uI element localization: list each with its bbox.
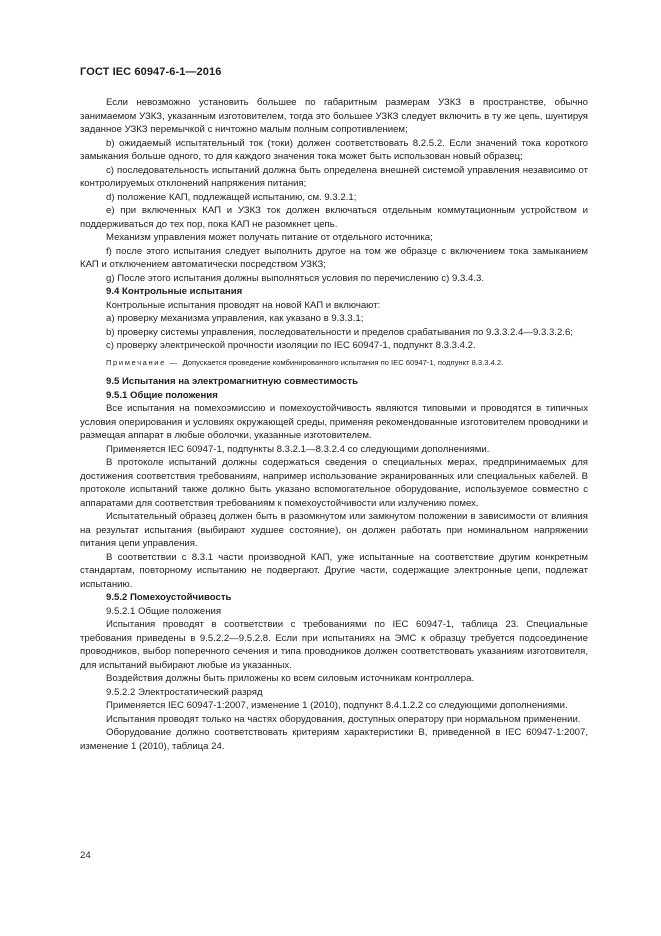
- list-item: b) ожидаемый испытательный ток (токи) должен соответствовать 8.2.5.2. Если значений тока короткого замыкания больше одного, то для каждого значения тока может быть использован новый образец;: [80, 137, 588, 162]
- paragraph: Испытания проводят только на частях оборудования, доступных оператору при нормальном применении.: [106, 713, 581, 725]
- list-item: c) проверку электрической прочности изоляции по IEC 60947-1, подпункт 8.3.3.4.2.: [106, 340, 476, 351]
- paragraph: Механизм управления может получать питание от отдельного источника;: [106, 232, 433, 243]
- note-text: Допускается проведение комбинированного испытания по IEC 60947-1, подпункт 8.3.3.4.2.: [182, 357, 504, 367]
- note-label: Примечание —: [106, 357, 183, 367]
- paragraph: Применяется IEC 60947-1, подпункты 8.3.2.1—8.3.2.4 со следующими дополнениями.: [106, 443, 490, 455]
- list-item: g) После этого испытания должны выполняться условия по перечислению c) 9.3.4.3.: [106, 272, 485, 284]
- section-heading-9-5-1: 9.5.1 Общие положения: [106, 389, 218, 401]
- document-body: [80, 96, 588, 753]
- subsection-heading-9-5-2-1: 9.5.2.1 Общие положения: [106, 605, 222, 617]
- paragraph: В протоколе испытаний должны содержаться сведения о специальных мерах, предпринимаемых для достижения соответствия требованиям, например использование экранированных или специальных кабелей. В протоколе испытаний также должно быть указано вспомогательное оборудование, используемое совместно с аппаратами для соответствия требованиям к помехоустойчивости или излучению помех.: [80, 457, 588, 509]
- list-item: a) проверку механизма управления, как указано в 9.3.3.1;: [106, 313, 364, 324]
- list-item: d) положение КАП, подлежащей испытанию, см. 9.3.2.1;: [106, 191, 357, 203]
- paragraph: Если невозможно установить большее по габаритным размерам УЗКЗ в пространстве, обычно занимаемом УЗКЗ, указанным изготовителем, тогда это большее УЗКЗ следует включить в ту же цепь, шунтируя заданное УЗКЗ перемычкой с ничтожно малым полным сопротивлением;: [80, 97, 588, 135]
- section-heading-9-5: 9.5 Испытания на электромагнитную совместимость: [106, 376, 358, 387]
- list-item: f) после этого испытания следует выполнить другое на том же образце с включением тока замыканием КАП и отключением автоматически посредством УЗКЗ;: [80, 245, 588, 270]
- paragraph: Контрольные испытания проводят на новой КАП и включают:: [106, 299, 381, 311]
- paragraph: Испытания проводят в соответствии с требованиями по IEC 60947-1, таблица 23. Специальные требования приведены в 9.5.2.2—9.5.2.8. Если при испытаниях на ЭМС к образцу требуется подсоединение проводников, выбор поперечного сечения и типа проводников должен соответствовать указаниям изготовителя, для испытаний выбирают любые из указанных.: [80, 619, 588, 671]
- paragraph: В соответствии с 8.3.1 части производной КАП, уже испытанные на соответствие другим конкретным стандартам, повторному испытанию не подвергают. Другие части, содержащие электронные цепи, подлежат испытанию.: [80, 551, 588, 590]
- paragraph: Испытательный образец должен быть в разомкнутом или замкнутом положении в зависимости от влияния на результат испытания (выбирают худшее состояние), он должен работать при номинальном напряжении питания цепи управления.: [80, 511, 588, 549]
- paragraph: Воздействия должны быть приложены ко всем силовым источникам контроллера.: [106, 673, 475, 684]
- page-number: 24: [80, 850, 91, 861]
- paragraph: Оборудование должно соответствовать критериям характеристики B, приведенной в IEC 60947-1:2007, изменение 1 (2010), таблица 24.: [80, 727, 588, 752]
- list-item: c) последовательность испытаний должна быть определена внешней системой управления независимо от контролируемых отклонений напряжения питания;: [80, 164, 588, 189]
- list-item: e) при включенных КАП и УЗКЗ ток должен включаться отдельным коммутационным устройством и поддерживаться до тех пор, пока КАП не разомкнет цепь.: [80, 205, 588, 230]
- paragraph: Все испытания на помехоэмиссию и помехоустойчивость являются типовыми и проводятся в типичных условия оперирования и условиях окружающей среды, применяя рекомендованные изготовителем проводники и размещая аппарат в любые оболочки, указанные изготовителем.: [80, 403, 588, 441]
- section-heading-9-4: 9.4 Контрольные испытания: [106, 286, 243, 297]
- subsection-heading-9-5-2-2: 9.5.2.2 Электростатический разряд: [106, 686, 263, 698]
- paragraph: Применяется IEC 60947-1:2007, изменение 1 (2010), подпункт 8.4.1.2.2 со следующими дополнениями.: [106, 700, 568, 711]
- section-heading-9-5-2: 9.5.2 Помехоустойчивость: [106, 592, 232, 603]
- list-item: b) проверку системы управления, последовательности и пределов срабатывания по 9.3.3.2.4—9.3.3.2.6;: [106, 326, 573, 338]
- note: [80, 358, 588, 369]
- standard-header: ГОСТ IEC 60947-6-1—2016: [80, 66, 222, 78]
